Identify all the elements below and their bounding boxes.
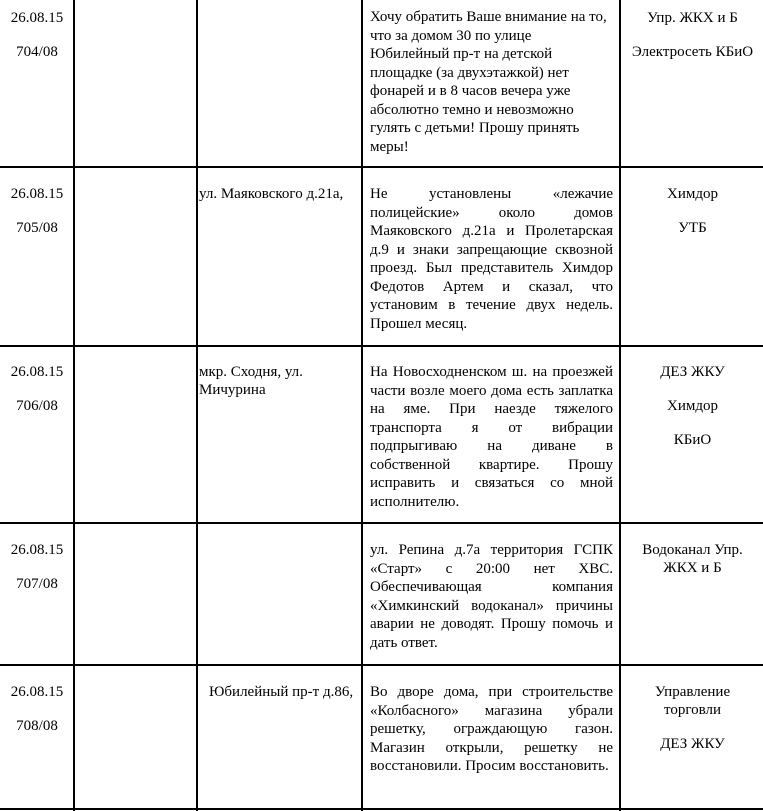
request-date: 26.08.15: [10, 10, 64, 26]
responsible-org: Электросеть КБиО: [631, 44, 754, 60]
table-row: [0, 0, 763, 166]
request-date: 26.08.15: [10, 186, 64, 202]
responsible-org: ДЕЗ ЖКУ: [660, 736, 725, 752]
request-number: 706/08: [16, 398, 58, 414]
request-date: 26.08.15: [10, 542, 64, 558]
responsible-cell: [622, 347, 763, 465]
request-number: 708/08: [16, 718, 58, 734]
address-cell: мкр. Сходня, ул. Мичурина: [199, 364, 303, 398]
request-text: Во дворе дома, при строительстве «Колбасного» магазина убрали решетку, ограждающую газон. Магазин открыли, решетку не восстановили. Просим восстановить.: [370, 684, 613, 774]
responsible-org: Водоканал Упр. ЖКХ и Б: [642, 542, 743, 576]
responsible-org: Упр. ЖКХ и Б: [647, 10, 738, 26]
row-divider: [0, 808, 763, 810]
request-text: На Новосходненском ш. на проезжей части возле моего дома есть заплатка на яме. При наезде тяжелого транспорта я от вибрации подпрыгиваю на диване в собственной квартире. Прошу исправить и связаться со мной исполнителю.: [370, 364, 613, 510]
date-cell: [0, 0, 74, 61]
responsible-org: УТБ: [678, 220, 707, 236]
request-date: 26.08.15: [10, 684, 64, 700]
address-cell: [199, 524, 359, 541]
responsible-cell: [622, 168, 763, 253]
date-cell: [0, 347, 74, 415]
responsible-org: Химдор: [667, 398, 718, 414]
date-cell: [0, 524, 74, 593]
address-cell: [199, 0, 359, 9]
date-cell: [0, 168, 74, 237]
table-row: [0, 168, 763, 345]
table-row: [0, 666, 763, 808]
responsible-org: ДЕЗ ЖКУ: [660, 364, 725, 380]
request-text: ул. Репина д.7а территория ГСПК «Старт» с 20:00 нет ХВС. Обеспечивающая компания «Химкинский водоканал» причины аварии не доводят. Прошу помочь и дать ответ.: [370, 542, 613, 651]
request-text: Не установлены «лежачие полицейские» около домов Маяковского д.21а и Пролетарская д.9 и знаки запрещающие сквозной проезд. Был представитель Химдор Федотов Артем и сказал, что установим в течение двух недель. Прошел месяц.: [370, 186, 613, 332]
request-text: Хочу обратить Ваше внимание на то, что за домом 30 по улице Юбилейный пр-т на детской площадке (за двухэтажкой) нет фонарей и в 8 часов вечера уже абсолютно темно и невозможно гулять с детьми! Прошу принять меры!: [370, 9, 607, 155]
date-cell: [0, 666, 74, 735]
responsible-cell: [622, 524, 763, 593]
responsible-cell: [622, 0, 763, 77]
address-cell: Юбилейный пр-т д.86,: [209, 684, 354, 700]
request-number: 705/08: [16, 220, 58, 236]
address-cell: ул. Маяковского д.21а,: [199, 186, 344, 202]
request-number: 707/08: [16, 576, 58, 592]
responsible-org: Химдор: [667, 186, 718, 202]
table-row: [0, 524, 763, 664]
table-row: [0, 347, 763, 522]
request-number: 704/08: [16, 44, 58, 60]
responsible-cell: [622, 666, 763, 769]
responsible-org: Управление торговли: [654, 684, 731, 718]
responsible-org: КБиО: [673, 432, 712, 448]
request-date: 26.08.15: [10, 364, 64, 380]
